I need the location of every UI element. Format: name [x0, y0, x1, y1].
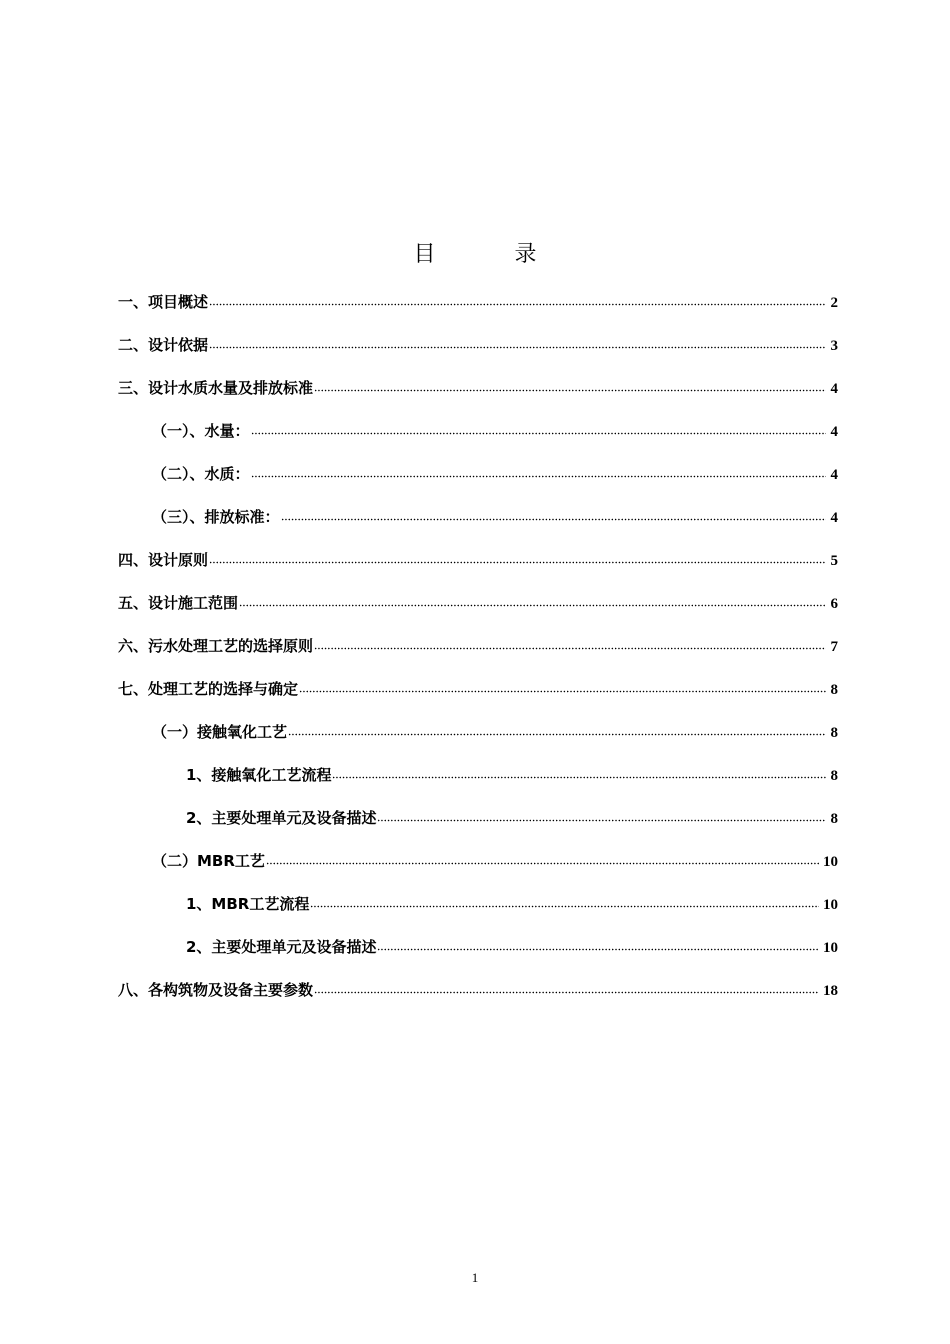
toc-entry-page: 7: [830, 639, 838, 655]
toc-entry-page: 4: [830, 467, 838, 483]
toc-entry-page: 10: [823, 854, 838, 870]
toc-leader-dots: [314, 645, 826, 651]
toc-entry-label: 二、设计依据: [118, 336, 209, 354]
toc-entry-label: 六、污水处理工艺的选择原则: [118, 637, 314, 655]
toc-entry-label: 1、接触氧化工艺流程: [186, 766, 332, 784]
toc-entry[interactable]: [118, 978, 838, 1002]
toc-entry-label: 2、主要处理单元及设备描述: [186, 938, 377, 956]
toc-entry-page: 5: [830, 553, 838, 569]
toc-leader-dots: [251, 473, 826, 479]
toc-entry-label: （二）、水质：: [152, 465, 250, 483]
toc-leader-dots: [314, 989, 819, 995]
toc-entry-label: （三）、排放标准：: [152, 508, 280, 526]
toc-entry[interactable]: [118, 677, 838, 701]
toc-leader-dots: [251, 430, 826, 436]
toc-leader-dots: [377, 946, 819, 952]
toc-entry-label: （一）接触氧化工艺: [152, 723, 288, 741]
toc-entry-page: 4: [830, 510, 838, 526]
toc-leader-dots: [209, 559, 826, 565]
toc-entry[interactable]: [186, 935, 838, 959]
toc-entry-page: 10: [823, 940, 838, 956]
toc-entry-page: 8: [830, 768, 838, 784]
toc-entry-page: 18: [823, 983, 838, 999]
toc-leader-dots: [377, 817, 826, 823]
toc-entry[interactable]: [186, 806, 838, 830]
toc-entry[interactable]: [118, 634, 838, 658]
toc-entry-label: （二）MBR工艺: [152, 852, 265, 870]
toc-entry[interactable]: [186, 892, 838, 916]
toc-entry-page: 2: [830, 295, 838, 311]
toc-entry-page: 6: [830, 596, 838, 612]
toc-entry-label: 2、主要处理单元及设备描述: [186, 809, 377, 827]
toc-entry-page: 4: [830, 424, 838, 440]
toc-entry[interactable]: [152, 419, 838, 443]
toc-entry[interactable]: [152, 720, 838, 744]
toc-entry[interactable]: [186, 763, 838, 787]
toc-entry-label: 八、各构筑物及设备主要参数: [118, 981, 314, 999]
toc-leader-dots: [281, 516, 826, 522]
toc-entry-page: 3: [830, 338, 838, 354]
toc-leader-dots: [332, 774, 826, 780]
toc-leader-dots: [209, 344, 826, 350]
toc-entry-label: 1、MBR工艺流程: [186, 895, 310, 913]
page-number: 1: [471, 1270, 479, 1285]
toc-entry[interactable]: [152, 849, 838, 873]
toc-entry-label: 四、设计原则: [118, 551, 209, 569]
toc-entry-page: 8: [830, 725, 838, 741]
toc-leader-dots: [299, 688, 826, 694]
toc-entry-label: （一）、水量：: [152, 422, 250, 440]
toc-entry[interactable]: [118, 591, 838, 615]
toc-entry[interactable]: [152, 505, 838, 529]
toc-entry-page: 4: [830, 381, 838, 397]
toc-entry-label: 七、处理工艺的选择与确定: [118, 680, 299, 698]
toc-entry-page: 10: [823, 897, 838, 913]
toc-leader-dots: [239, 602, 826, 608]
toc-entry[interactable]: [118, 376, 838, 400]
toc-leader-dots: [314, 387, 826, 393]
toc-entry-label: 三、设计水质水量及排放标准: [118, 379, 314, 397]
toc-leader-dots: [266, 860, 819, 866]
toc-entry[interactable]: [118, 333, 838, 357]
toc-leader-dots: [288, 731, 826, 737]
toc-entry[interactable]: [152, 462, 838, 486]
toc-entry[interactable]: [118, 290, 838, 314]
toc-leader-dots: [209, 301, 826, 307]
toc-entry[interactable]: [118, 548, 838, 572]
toc-entry-label: 一、项目概述: [118, 293, 209, 311]
toc-entry-page: 8: [830, 811, 838, 827]
toc-entry-page: 8: [830, 682, 838, 698]
toc-title: 目 录: [413, 242, 573, 267]
toc-leader-dots: [310, 903, 819, 909]
toc-entry-label: 五、设计施工范围: [118, 594, 239, 612]
